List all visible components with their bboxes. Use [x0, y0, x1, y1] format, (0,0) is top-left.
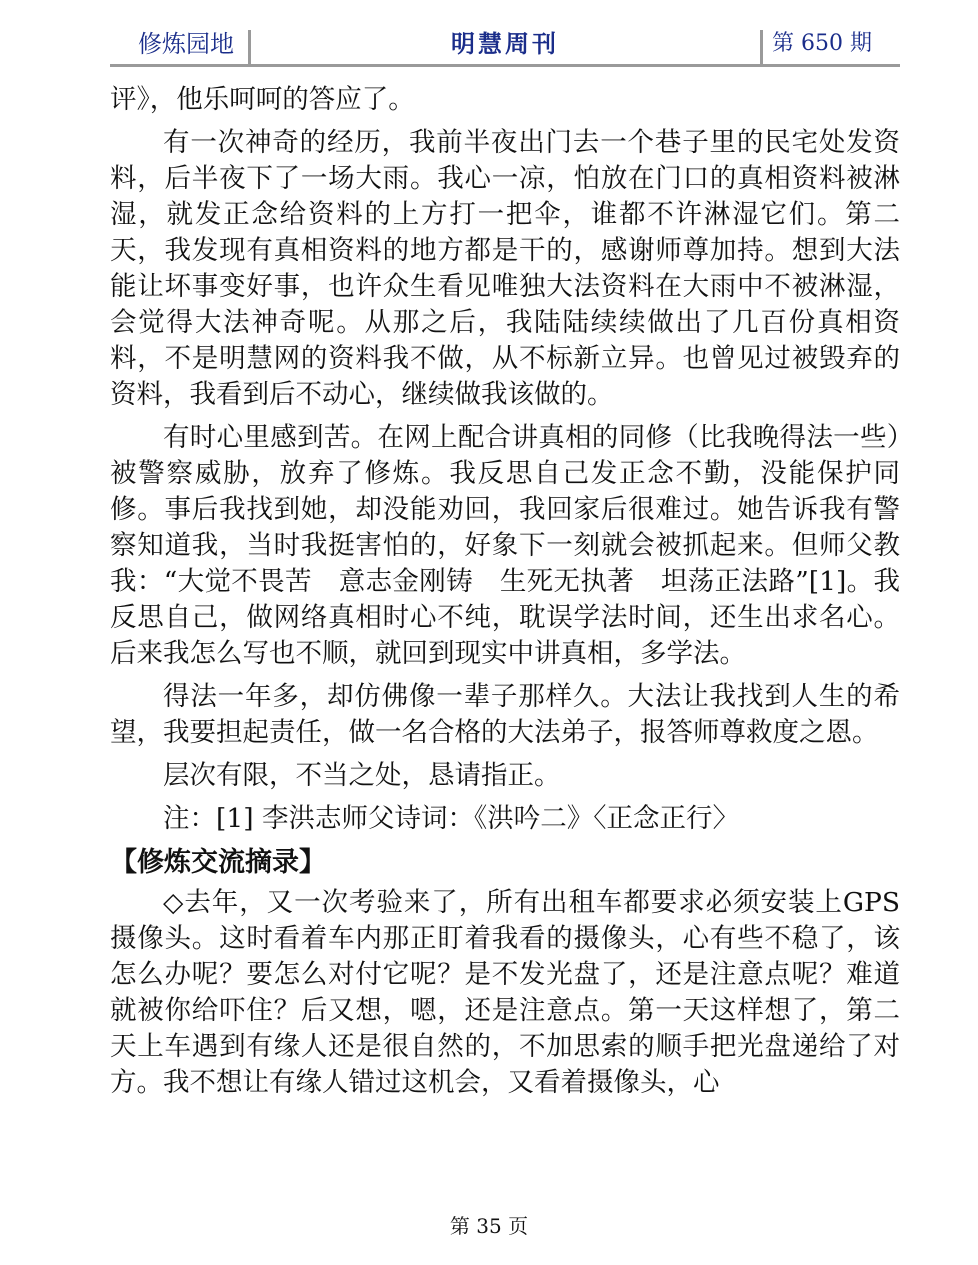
paragraph: 层次有限，不当之处，恳请指正。 — [163, 760, 561, 791]
paragraph: 得法一年多，却仿佛像一辈子那样久。大法让我找到人生的希望，我要担起责任，做一名合格的大法弟子，报答师尊救度之恩。 — [110, 681, 900, 748]
header-issue-number: 第 650 期 — [772, 31, 872, 56]
page-number: 第 35 页 — [449, 1214, 529, 1238]
page-header — [110, 24, 900, 66]
footnote: 注：[1] 李洪志师父诗词：《洪吟二》〈正念正行〉 — [163, 803, 739, 834]
header-publication-title: 明慧周刊 — [451, 30, 559, 58]
paragraph-continued: 评》，他乐呵呵的答应了。 — [110, 84, 415, 115]
header-section-name: 修炼园地 — [138, 30, 234, 58]
article-body — [110, 82, 900, 1108]
paragraph: 有时心里感到苦。在网上配合讲真相的同修（比我晚得法一些）被警察威胁，放弃了修炼。我反思自己发正念不勤，没能保护同修。事后我找到她，却没能劝回，我回家后很难过。她告诉我有警察知道我，当时我挺害怕的，好象下一刻就会被抓起来。但师父教我：“大觉不畏苦 意志金刚铸 生死无执著 坦荡正法路”[1]。我反思自己，做网络真相时心不纯，耽误学法时间，还生出求名心。后来我怎么写也不顺，就回到现实中讲真相，多学法。 — [110, 422, 900, 669]
header-rule — [110, 64, 900, 67]
section-title: 【修炼交流摘录】 — [110, 847, 326, 878]
header-divider-right — [760, 30, 763, 64]
paragraph: 有一次神奇的经历，我前半夜出门去一个巷子里的民宅处发资料，后半夜下了一场大雨。我心一凉，怕放在门口的真相资料被淋湿，就发正念给资料的上方打一把伞，谁都不许淋湿它们。第二天，我发现有真相资料的地方都是干的，感谢师尊加持。想到大法能让坏事变好事，也许众生看见唯独大法资料在大雨中不被淋湿，会觉得大法神奇呢。从那之后，我陆陆续续做出了几百份真相资料，不是明慧网的资料我不做，从不标新立异。也曾见过被毁弃的资料，我看到后不动心，继续做我该做的。 — [110, 127, 900, 410]
section-paragraph: ◇去年，又一次考验来了，所有出租车都要求必须安装上GPS摄像头。这时看着车内那正盯着我看的摄像头，心有些不稳了，该怎么办呢？要怎么对付它呢？是不发光盘了，还是注意点呢？难道就被你给吓住？后又想，嗯，还是注意点。第一天这样想了，第二天上车遇到有缘人还是很自然的，不加思索的顺手把光盘递给了对方。我不想让有缘人错过这机会，又看着摄像头，心 — [110, 887, 900, 1098]
